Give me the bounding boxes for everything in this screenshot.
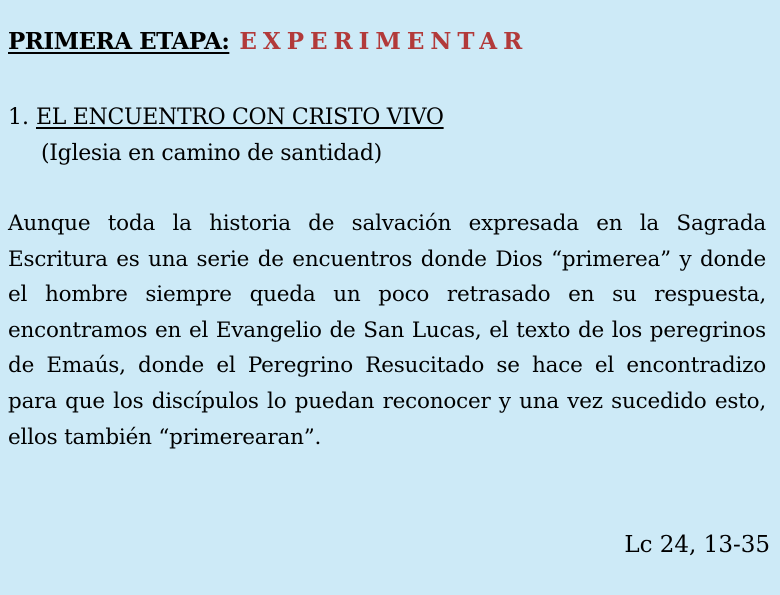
section-header <box>8 100 444 172</box>
body-paragraph: Aunque toda la historia de salvación expresada en la Sagrada Escritura es una serie de encuentros donde Dios “primerea” y donde el hombre siempre queda un poco retrasado en su respuesta, encontramos en el Evangelio de San Lucas, el texto de los peregrinos de Emaús, donde el Peregrino Resucitado se hace el encontradizo para que los discípulos lo puedan reconocer y una vez sucedido esto, ellos también “primerearan”. <box>8 211 766 450</box>
section-title-line <box>8 100 444 136</box>
stage-name: EXPERIMENTAR <box>239 28 529 55</box>
section-subtitle: (Iglesia en camino de santidad) <box>41 141 382 166</box>
section-title: EL ENCUENTRO CON CRISTO VIVO <box>36 105 444 130</box>
stage-label: PRIMERA ETAPA: <box>8 28 230 55</box>
section-number: 1. <box>8 105 29 130</box>
bible-citation: Lc 24, 13-35 <box>624 532 770 558</box>
stage-heading <box>8 28 528 55</box>
